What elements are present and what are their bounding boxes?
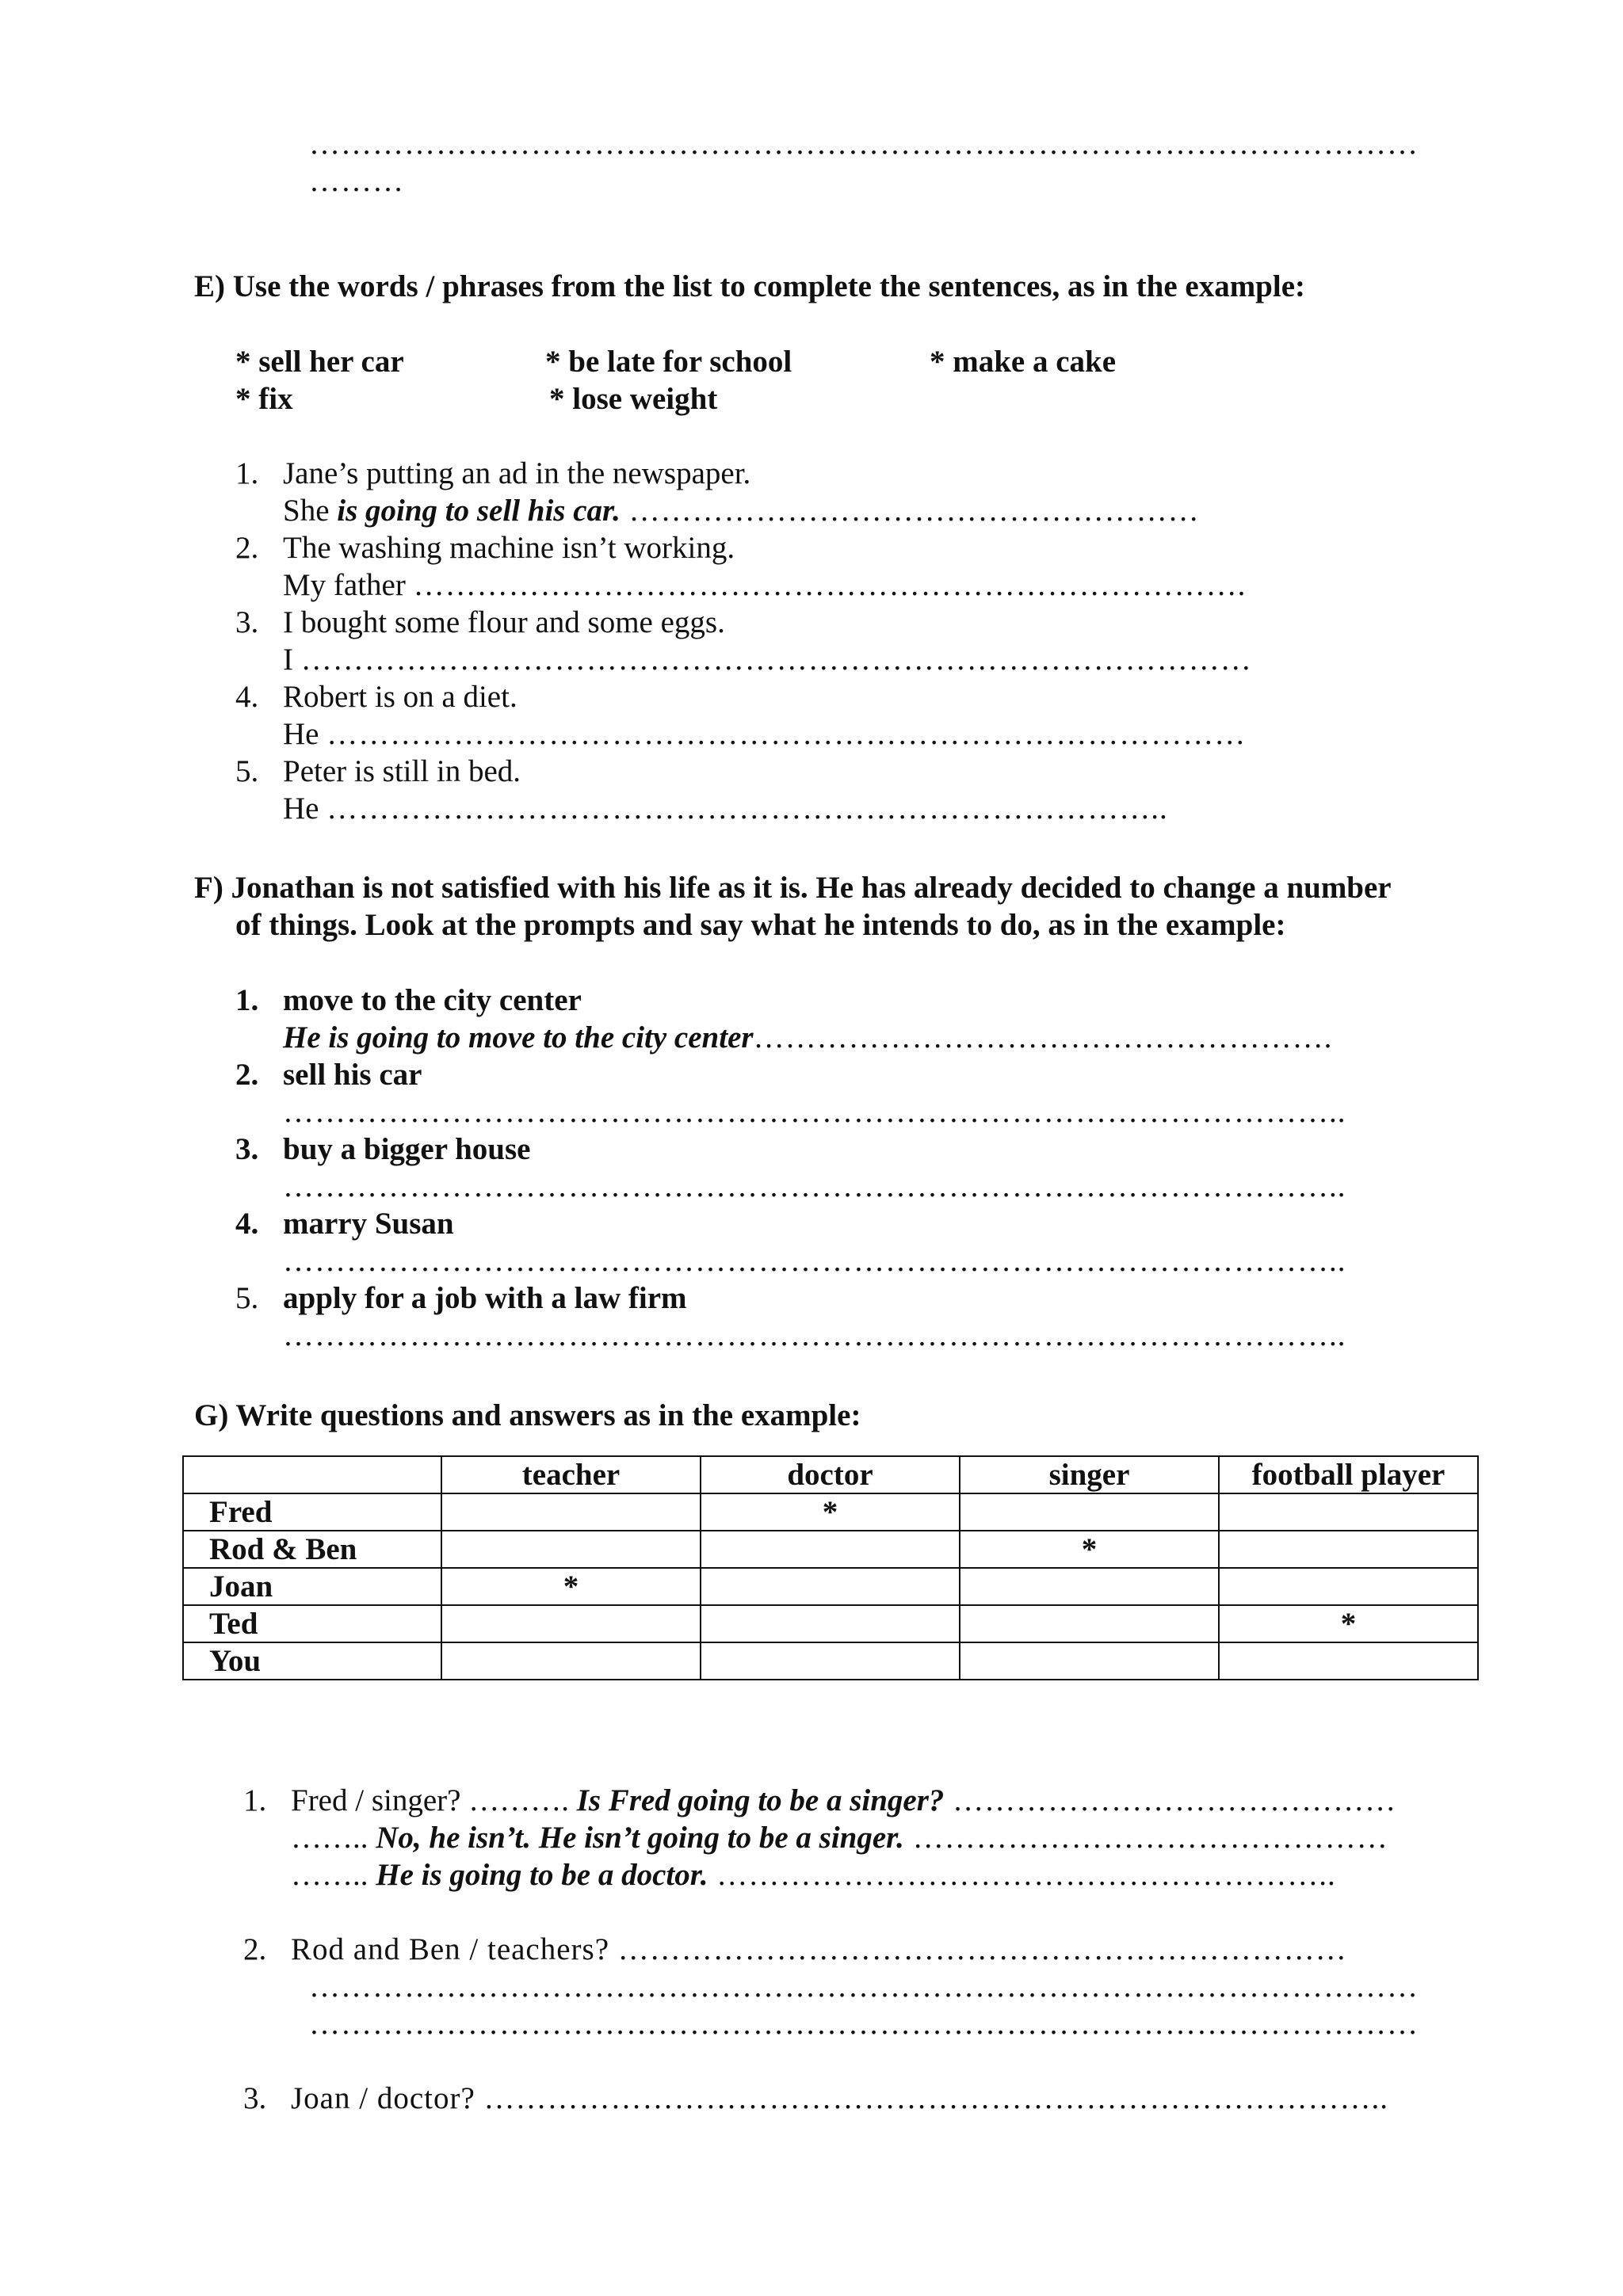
question-2-line-3[interactable]: ……………………………………………………………………………………………: [309, 2007, 1419, 2041]
item-number: 2.: [235, 531, 259, 565]
item-number: 4.: [235, 680, 259, 714]
item-number: 2.: [243, 1932, 267, 1966]
table-cell: [441, 1642, 701, 1680]
list-item: [235, 604, 725, 641]
item-number: 2.: [235, 1058, 259, 1092]
item-number: 3.: [235, 605, 259, 639]
answer-lead: I: [283, 643, 301, 677]
section-f-heading-line-2: of things. Look at the prompts and say what he intends to do, as in the example:: [235, 908, 1286, 942]
answer-lead: ……..: [291, 1821, 376, 1855]
answer-dots: …………………………………………………………………….: [413, 568, 1247, 602]
table-header-cell: football player: [1219, 1456, 1478, 1493]
item-number: 5.: [235, 1281, 259, 1315]
table-row: [183, 1493, 1478, 1531]
row-name: Joan: [183, 1568, 441, 1605]
occupation-table: [182, 1455, 1479, 1680]
answer-lead: He: [283, 717, 327, 751]
table-cell: [1219, 1642, 1478, 1680]
top-answer-line-1: ……………………………………………………………………………………………: [309, 127, 1419, 161]
item-prompt: apply for a job with a law firm: [283, 1281, 687, 1315]
answer-dots: …………………………………………………..: [708, 1858, 1336, 1892]
table-row: [183, 1642, 1478, 1680]
item-number: 1.: [235, 983, 259, 1017]
answer-dots: ………………………………………: [903, 1821, 1388, 1855]
section-e-heading: E) Use the words / phrases from the list to complete the sentences, as in the example:: [194, 269, 1306, 303]
list-item: [235, 1056, 422, 1093]
table-cell: [701, 1568, 960, 1605]
answer-dots[interactable]: ………………………………………………………………………………………..: [283, 1095, 1346, 1129]
question-1-line-3: [291, 1856, 1336, 1894]
table-header-cell: doctor: [701, 1456, 960, 1493]
table-cell: [1219, 1531, 1478, 1568]
table-row: [183, 1605, 1478, 1642]
item-prompt: Peter is still in bed.: [283, 754, 521, 788]
table-cell: [960, 1568, 1219, 1605]
item-prompt: The washing machine isn’t working.: [283, 531, 735, 565]
answer-dots[interactable]: ………………………………………………………………………………………..: [283, 1244, 1346, 1278]
question-1-line-2: [291, 1819, 1388, 1856]
table-cell: [701, 1531, 960, 1568]
section-f-heading-line-1: F) Jonathan is not satisfied with his life as it is. He has already decided to change a number: [194, 871, 1392, 905]
question-text: Joan / doctor? …………………………………………………………………………..: [291, 2081, 1389, 2115]
item-number: 3.: [243, 2081, 267, 2115]
item-prompt: I bought some flour and some eggs.: [283, 605, 725, 639]
question-text: Rod and Ben / teachers? ……………………………………………………………: [291, 1932, 1347, 1966]
question-3-line-1[interactable]: [243, 2080, 1388, 2117]
question-2-line-2[interactable]: ……………………………………………………………………………………………: [309, 1970, 1419, 2004]
item-prompt: Robert is on a diet.: [283, 680, 517, 714]
table-row: [183, 1568, 1478, 1605]
item-number: 5.: [235, 754, 259, 788]
table-cell: *: [960, 1531, 1219, 1568]
item-prompt: buy a bigger house: [283, 1132, 531, 1166]
example-answer: He is going to be a doctor.: [376, 1858, 708, 1892]
answer-line[interactable]: [283, 641, 1252, 678]
list-item: [235, 982, 582, 1019]
table-cell: [441, 1605, 701, 1642]
answer-dots[interactable]: ………………………………………………………………………………………..: [283, 1318, 1346, 1352]
row-name: Ted: [183, 1605, 441, 1642]
question-lead: Fred / singer? ……….: [291, 1783, 577, 1817]
question-2-line-1[interactable]: [243, 1931, 1347, 1968]
word-option: * be late for school: [545, 345, 792, 379]
table-header-row: [183, 1456, 1478, 1493]
word-option: * sell her car: [235, 345, 404, 379]
item-prompt: Jane’s putting an ad in the newspaper.: [283, 456, 751, 490]
answer-dots: ………………………………………………: [620, 494, 1200, 528]
word-option: * make a cake: [930, 345, 1117, 379]
answer-lead: My father: [283, 568, 414, 602]
answer-lead: She: [283, 494, 338, 528]
example-answer: He is going to move to the city center: [283, 1020, 754, 1055]
item-prompt: marry Susan: [283, 1207, 454, 1241]
table-cell: [960, 1642, 1219, 1680]
table-cell: *: [1219, 1605, 1478, 1642]
table-cell: [1219, 1568, 1478, 1605]
table-cell: [701, 1605, 960, 1642]
answer-dots[interactable]: ………………………………………………………………………………………..: [283, 1169, 1346, 1203]
item-number: 1.: [243, 1783, 267, 1817]
word-option: * fix: [235, 382, 293, 416]
list-item: [235, 1280, 687, 1317]
table-cell: [701, 1642, 960, 1680]
table-cell: [441, 1531, 701, 1568]
answer-line[interactable]: [283, 715, 1246, 753]
item-prompt: move to the city center: [283, 983, 582, 1017]
answer-dots: ……………………………………………………………………………: [327, 717, 1247, 751]
answer-dots: ……………………………………………………………………..: [327, 791, 1168, 826]
section-g-heading: G) Write questions and answers as in the example:: [194, 1398, 861, 1432]
table-cell: [960, 1493, 1219, 1531]
answer-dots: ……………………………………………….: [753, 1020, 1333, 1055]
list-item: [235, 1131, 530, 1168]
item-prompt: sell his car: [283, 1058, 422, 1092]
example-answer: No, he isn’t. He isn’t going to be a singer.: [376, 1821, 904, 1855]
top-answer-line-2: ………: [309, 164, 404, 198]
row-name: You: [183, 1642, 441, 1680]
table-header-cell: [183, 1456, 441, 1493]
answer-line: [283, 1019, 1332, 1056]
table-cell: [441, 1493, 701, 1531]
answer-lead: He: [283, 791, 327, 826]
table-cell: *: [701, 1493, 960, 1531]
list-item: [235, 678, 517, 715]
list-item: [235, 753, 521, 790]
answer-line[interactable]: [283, 566, 1246, 604]
question-1-line-1: [243, 1782, 1396, 1819]
table-cell: [1219, 1493, 1478, 1531]
row-name: Fred: [183, 1493, 441, 1531]
table-row: [183, 1531, 1478, 1568]
list-item: [235, 1205, 454, 1242]
table-header-cell: singer: [960, 1456, 1219, 1493]
example-question: Is Fred going to be a singer?: [576, 1783, 945, 1817]
answer-line: [283, 492, 1200, 529]
list-item: [235, 455, 750, 492]
item-number: 3.: [235, 1132, 259, 1166]
table-header-cell: teacher: [441, 1456, 701, 1493]
table-cell: [960, 1605, 1219, 1642]
item-number: 4.: [235, 1207, 259, 1241]
answer-line[interactable]: [283, 790, 1168, 827]
word-option: * lose weight: [549, 382, 718, 416]
answer-dots: ……………………………………: [944, 1783, 1397, 1817]
answer-dots: ………………………………………………………………………………: [300, 643, 1252, 677]
example-answer: is going to sell his car.: [337, 494, 621, 528]
answer-lead: ……..: [291, 1858, 376, 1892]
row-name: Rod & Ben: [183, 1531, 441, 1568]
table-cell: *: [441, 1568, 701, 1605]
list-item: [235, 529, 735, 566]
item-number: 1.: [235, 456, 259, 490]
